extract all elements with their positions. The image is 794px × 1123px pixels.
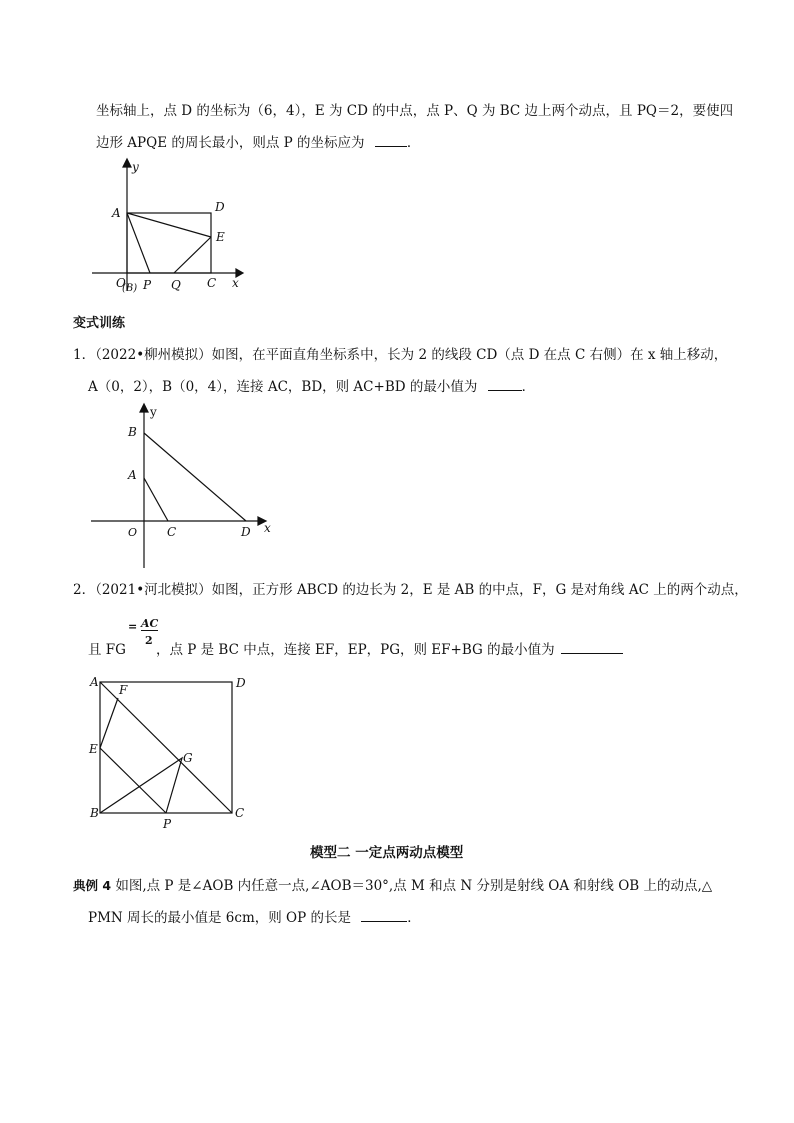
figure-q1-axes [88, 400, 278, 570]
label-a: A [112, 206, 121, 220]
q1-line2-end: ． [521, 379, 536, 395]
label-e: E [89, 742, 98, 756]
ex4-line2 [88, 908, 421, 928]
label-b: B [90, 806, 99, 820]
figure-square-abcd [84, 672, 254, 832]
y-axis-arrow [140, 404, 148, 412]
model2-title: 模型二 一定点两动点模型 [310, 845, 464, 861]
ex4-line1 [73, 876, 712, 896]
segments-bg-gp [100, 758, 182, 813]
q2-line2-pre: 且 FG [88, 642, 126, 658]
fraction-denominator: 2 [145, 634, 153, 647]
answer-blank-q1[interactable] [488, 378, 522, 391]
y-axis-arrow [123, 159, 131, 167]
label-q: Q [171, 278, 181, 292]
label-c: C [167, 525, 177, 539]
segment-ae [127, 213, 211, 237]
segment-ap [127, 213, 150, 273]
q2-line1: 2．（2021•河北模拟）如图，正方形 ABCD 的边长为 2，E 是 AB 的中点，F，G 是对角线 AC 上的两个动点， [73, 582, 748, 598]
segment-ac [144, 478, 168, 521]
q1-line1: 1．（2022•柳州模拟）如图，在平面直角坐标系中，长为 2 的线段 CD（点 D 在点 C 右侧）在 x 轴上移动， [73, 347, 728, 363]
answer-blank-q2[interactable] [561, 641, 623, 654]
label-e: E [216, 230, 225, 244]
problem-top-line2-text: 边形 APQE 的周长最小，则点 P 的坐标应为 [96, 135, 365, 151]
problem-top-line2-end: ． [406, 135, 421, 151]
label-a: A [128, 468, 137, 482]
q2-line2-post: ，点 P 是 BC 中点，连接 EF，EP，PG，则 EF+BG 的最小值为 [155, 642, 555, 658]
segment-qe [174, 237, 211, 273]
label-p: P [163, 817, 172, 831]
ex4-label: 典例 4 [73, 878, 112, 893]
label-c: C [235, 806, 245, 820]
label-y: y [132, 160, 139, 174]
answer-blank-top[interactable] [375, 134, 407, 147]
problem-top-line2 [96, 133, 420, 153]
label-p: P [143, 278, 152, 292]
fraction-equals: = [128, 620, 138, 633]
fraction-numerator: AC [141, 617, 159, 630]
label-o: O [128, 526, 138, 539]
label-b: (B) [122, 283, 138, 294]
rectangle-abcd [127, 213, 211, 273]
q1-line2 [88, 377, 535, 397]
figure-rectangle-axes [88, 155, 258, 300]
answer-blank-ex4[interactable] [361, 909, 407, 922]
q1-line2-text: A（0，2），B（0，4），连接 AC，BD，则 AC+BD 的最小值为 [88, 379, 478, 395]
label-c: C [207, 276, 217, 290]
label-f: F [119, 683, 128, 697]
label-b: B [128, 425, 137, 439]
label-o: O [116, 276, 126, 290]
label-y: y [150, 405, 157, 419]
label-d: D [215, 200, 225, 214]
label-g: G [183, 751, 193, 765]
diagonal-ac [100, 682, 232, 813]
ex4-line2-text: PMN 周长的最小值是 6cm，则 OP 的长是 [88, 910, 351, 926]
label-d: D [236, 676, 246, 690]
q2-line2 [88, 640, 623, 660]
label-a: A [90, 675, 99, 689]
ex4-line2-end: ． [407, 910, 421, 926]
section-variant-training: 变式训练 [73, 316, 126, 331]
label-x: x [264, 521, 271, 535]
segment-bd [144, 433, 246, 521]
problem-top-line1: 坐标轴上，点 D 的坐标为（6，4），E 为 CD 的中点，点 P、Q 为 BC 边上两个动点，且 PQ＝2，要使四 [96, 103, 734, 119]
label-d: D [241, 525, 251, 539]
label-x: x [232, 276, 239, 290]
ex4-line1-text: 如图,点 P 是∠AOB 内任意一点,∠AOB＝30°,点 M 和点 N 分别是射线 OA 和射线 OB 上的动点,△ [111, 878, 713, 894]
